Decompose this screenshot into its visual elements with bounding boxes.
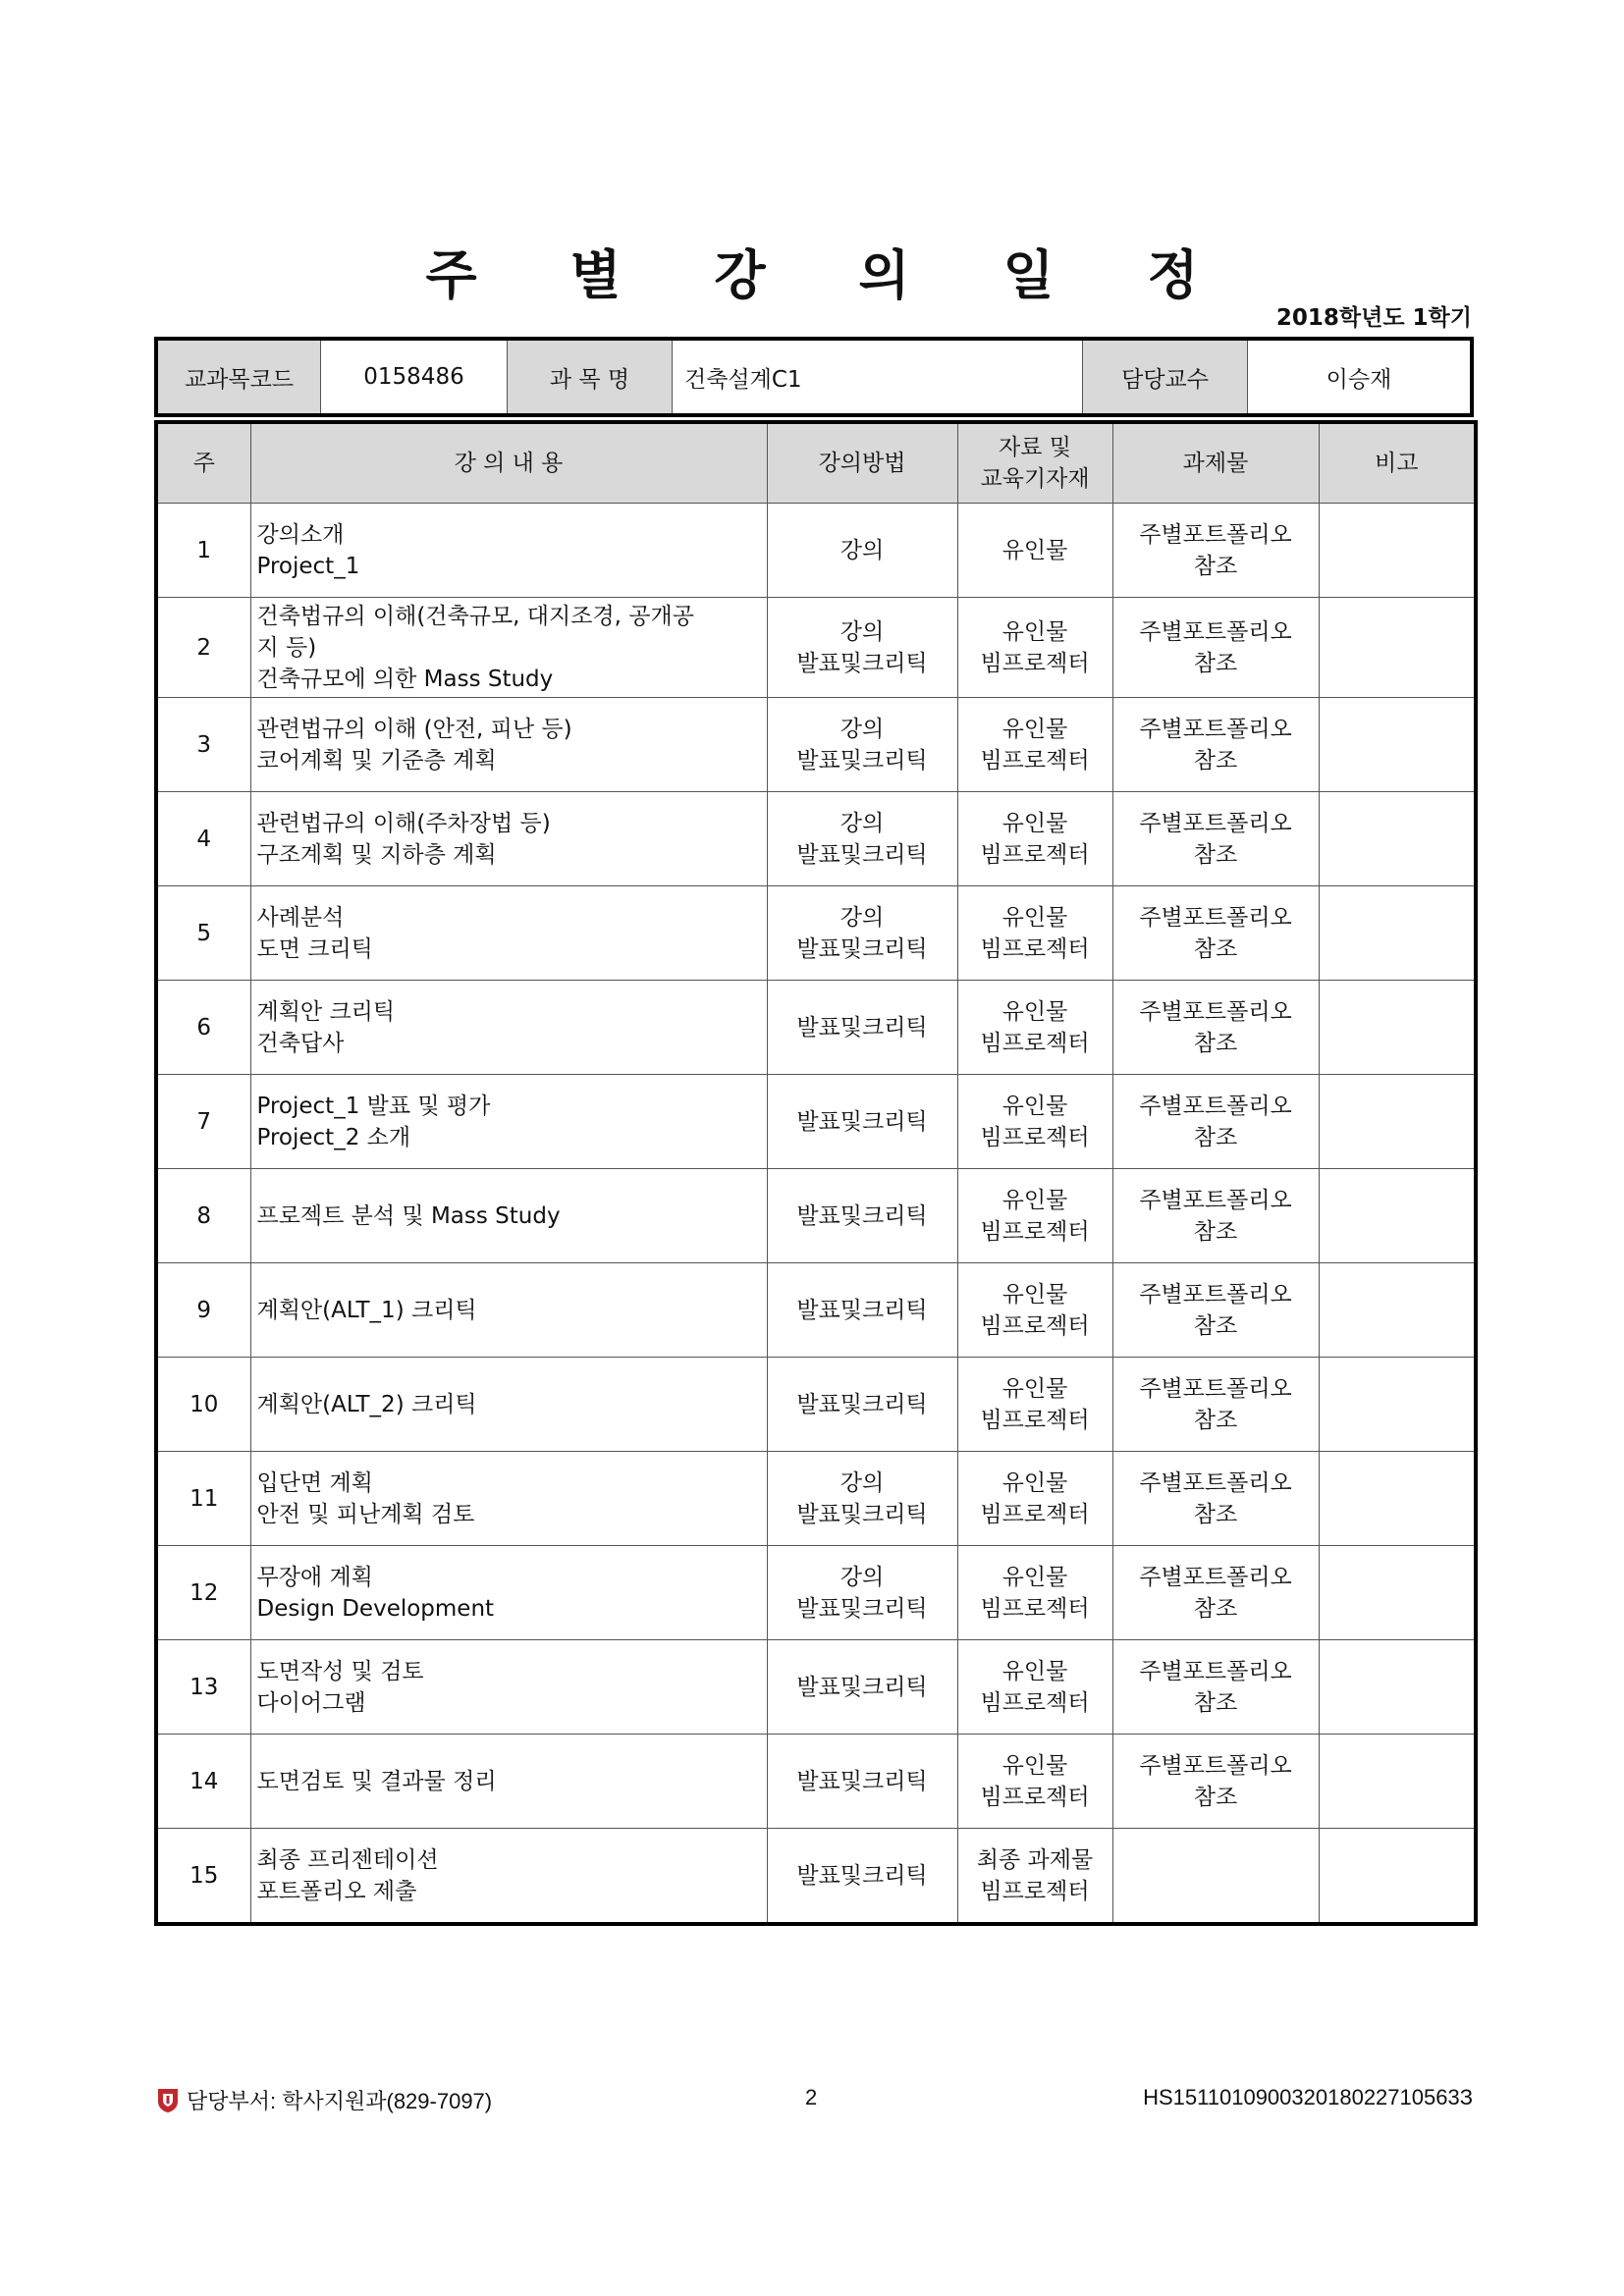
materials-line: 빔프로젝터 bbox=[980, 650, 1090, 676]
table-row bbox=[156, 598, 1476, 698]
materials-line: 빔프로젝터 bbox=[980, 1784, 1090, 1810]
note-cell bbox=[1319, 981, 1476, 1075]
materials-cell bbox=[957, 1452, 1112, 1546]
content-line: 관련법규의 이해(주차장법 등) bbox=[256, 810, 551, 836]
table-row bbox=[156, 504, 1476, 598]
materials-line: 빔프로젝터 bbox=[980, 1407, 1090, 1433]
method-cell bbox=[767, 1735, 957, 1829]
materials-cell bbox=[957, 1640, 1112, 1735]
note-cell bbox=[1319, 1075, 1476, 1169]
content-cell bbox=[250, 981, 767, 1075]
content-cell bbox=[250, 504, 767, 598]
schedule-body bbox=[156, 504, 1476, 1925]
table-row bbox=[156, 1263, 1476, 1358]
document-code: HS151101090032018022710563З bbox=[1143, 2085, 1473, 2109]
method-cell bbox=[767, 1358, 957, 1452]
materials-line: 유인물 bbox=[1001, 810, 1068, 836]
assignment-line: 참조 bbox=[1193, 650, 1238, 676]
content-cell bbox=[250, 1546, 767, 1640]
col-header-materials bbox=[957, 422, 1112, 504]
content-line: 입단면 계획 bbox=[256, 1469, 373, 1496]
assignment-cell bbox=[1112, 1829, 1319, 1925]
content-line: 최종 프리젠테이션 bbox=[256, 1846, 439, 1873]
professor-label: 담당교수 bbox=[1083, 341, 1248, 413]
assignment-cell bbox=[1112, 598, 1319, 698]
content-cell bbox=[250, 698, 767, 792]
year-term: 2018학년도 1학기 bbox=[1275, 305, 1472, 331]
content-line: 강의소개 bbox=[256, 521, 345, 548]
course-code-label: 교과목코드 bbox=[158, 341, 321, 413]
assignment-cell bbox=[1112, 1546, 1319, 1640]
materials-line: 유인물 bbox=[1001, 1469, 1068, 1496]
table-header-row bbox=[156, 422, 1476, 504]
assignment-line: 참조 bbox=[1193, 1689, 1238, 1716]
materials-line: 유인물 bbox=[1001, 1752, 1068, 1779]
method-cell bbox=[767, 1829, 957, 1925]
page-title: 주 별 강 의 일 정 bbox=[425, 244, 1236, 306]
content-line: Project_1 bbox=[256, 553, 360, 579]
materials-line: 유인물 bbox=[1001, 1093, 1068, 1119]
assignment-cell bbox=[1112, 886, 1319, 981]
assignment-line: 주별포트폴리오 bbox=[1139, 618, 1292, 645]
table-row bbox=[156, 1169, 1476, 1263]
materials-line: 빔프로젝터 bbox=[980, 1689, 1090, 1716]
week-cell: 1 bbox=[156, 504, 250, 598]
content-cell bbox=[250, 1452, 767, 1546]
content-line: 포트폴리오 제출 bbox=[256, 1878, 417, 1904]
materials-line: 유인물 bbox=[1001, 1658, 1068, 1684]
method-cell bbox=[767, 1263, 957, 1358]
note-cell bbox=[1319, 792, 1476, 886]
assignment-line: 주별포트폴리오 bbox=[1139, 716, 1292, 742]
content-line: Design Development bbox=[256, 1595, 495, 1622]
method-line: 발표및크리틱 bbox=[796, 1862, 928, 1889]
materials-line: 최종 과제물 bbox=[976, 1846, 1094, 1873]
assignment-cell bbox=[1112, 1640, 1319, 1735]
table-row bbox=[156, 1735, 1476, 1829]
method-line: 강의 bbox=[839, 904, 885, 931]
university-shield-icon bbox=[157, 2088, 179, 2113]
method-line: 발표및크리틱 bbox=[796, 1674, 928, 1700]
week-cell: 6 bbox=[156, 981, 250, 1075]
method-line: 강의 bbox=[839, 1469, 885, 1496]
materials-cell bbox=[957, 1829, 1112, 1925]
content-line: 안전 및 피난계획 검토 bbox=[256, 1501, 475, 1527]
professor-value: 이승재 bbox=[1326, 366, 1392, 393]
materials-line: 유인물 bbox=[1001, 1375, 1068, 1402]
method-cell bbox=[767, 598, 957, 698]
method-line: 발표및크리틱 bbox=[796, 1768, 928, 1794]
method-cell bbox=[767, 504, 957, 598]
table-row bbox=[156, 792, 1476, 886]
week-cell: 2 bbox=[156, 598, 250, 698]
note-cell bbox=[1319, 698, 1476, 792]
assignment-cell bbox=[1112, 981, 1319, 1075]
materials-line: 빔프로젝터 bbox=[980, 1595, 1090, 1622]
content-cell bbox=[250, 1263, 767, 1358]
assignment-line: 주별포트폴리오 bbox=[1139, 1187, 1292, 1213]
week-cell: 14 bbox=[156, 1735, 250, 1829]
materials-line: 빔프로젝터 bbox=[980, 1218, 1090, 1245]
note-cell bbox=[1319, 1546, 1476, 1640]
assignment-line: 주별포트폴리오 bbox=[1139, 521, 1292, 548]
week-cell: 12 bbox=[156, 1546, 250, 1640]
content-line: 관련법규의 이해 (안전, 피난 등) bbox=[256, 716, 572, 742]
materials-line: 빔프로젝터 bbox=[980, 1030, 1090, 1056]
materials-line: 유인물 bbox=[1001, 618, 1068, 645]
materials-cell bbox=[957, 1263, 1112, 1358]
col-header-note: 비고 bbox=[1319, 422, 1476, 504]
materials-line: 유인물 bbox=[1001, 1187, 1068, 1213]
note-cell bbox=[1319, 1452, 1476, 1546]
assignment-cell bbox=[1112, 698, 1319, 792]
assignment-line: 참조 bbox=[1193, 1218, 1238, 1245]
materials-cell bbox=[957, 1358, 1112, 1452]
page-number: 2 bbox=[805, 2085, 818, 2109]
table-row bbox=[156, 1358, 1476, 1452]
method-line: 발표및크리틱 bbox=[796, 1108, 928, 1135]
content-line: Project_1 발표 및 평가 bbox=[256, 1093, 491, 1119]
content-cell bbox=[250, 1358, 767, 1452]
content-cell bbox=[250, 1640, 767, 1735]
materials-line: 유인물 bbox=[1001, 1564, 1068, 1590]
assignment-line: 참조 bbox=[1193, 1312, 1238, 1339]
method-cell bbox=[767, 1075, 957, 1169]
assignment-cell bbox=[1112, 1169, 1319, 1263]
content-line: 코어계획 및 기준층 계획 bbox=[256, 747, 497, 774]
assignment-line: 참조 bbox=[1193, 747, 1238, 774]
method-line: 발표및크리틱 bbox=[796, 1202, 928, 1229]
note-cell bbox=[1319, 1169, 1476, 1263]
materials-line: 빔프로젝터 bbox=[980, 935, 1090, 962]
note-cell bbox=[1319, 504, 1476, 598]
method-line: 발표및크리틱 bbox=[796, 935, 928, 962]
footer-dept bbox=[157, 2085, 492, 2115]
materials-cell bbox=[957, 1075, 1112, 1169]
weekly-schedule-table bbox=[154, 420, 1478, 1926]
assignment-line: 참조 bbox=[1193, 935, 1238, 962]
table-row bbox=[156, 698, 1476, 792]
content-line: 사례분석 bbox=[256, 904, 345, 931]
assignment-line: 주별포트폴리오 bbox=[1139, 1752, 1292, 1779]
content-line: 도면검토 및 결과물 정리 bbox=[256, 1768, 497, 1794]
col-header-method: 강의방법 bbox=[767, 422, 957, 504]
materials-line: 빔프로젝터 bbox=[980, 1124, 1090, 1150]
materials-cell bbox=[957, 1169, 1112, 1263]
content-cell bbox=[250, 1169, 767, 1263]
col-header-materials-line1: 자료 및 bbox=[999, 435, 1071, 460]
note-cell bbox=[1319, 598, 1476, 698]
table-row bbox=[156, 886, 1476, 981]
method-line: 발표및크리틱 bbox=[796, 841, 928, 868]
content-line: 건축규모에 의한 Mass Study bbox=[256, 666, 554, 692]
method-cell bbox=[767, 981, 957, 1075]
content-line: 다이어그램 bbox=[256, 1689, 366, 1716]
assignment-cell bbox=[1112, 1358, 1319, 1452]
content-line: 계획안(ALT_2) 크리틱 bbox=[256, 1391, 477, 1417]
method-line: 발표및크리틱 bbox=[796, 650, 928, 676]
assignment-line: 주별포트폴리오 bbox=[1139, 1658, 1292, 1684]
assignment-cell bbox=[1112, 1735, 1319, 1829]
materials-line: 유인물 bbox=[1001, 904, 1068, 931]
method-cell bbox=[767, 1640, 957, 1735]
method-cell bbox=[767, 1452, 957, 1546]
assignment-cell bbox=[1112, 504, 1319, 598]
week-cell: 9 bbox=[156, 1263, 250, 1358]
content-line: 도면 크리틱 bbox=[256, 935, 373, 962]
materials-cell bbox=[957, 504, 1112, 598]
materials-line: 유인물 bbox=[1001, 1281, 1068, 1308]
assignment-line: 주별포트폴리오 bbox=[1139, 810, 1292, 836]
assignment-line: 참조 bbox=[1193, 1407, 1238, 1433]
assignment-line: 참조 bbox=[1193, 1784, 1238, 1810]
content-line: 프로젝트 분석 및 Mass Study bbox=[256, 1202, 561, 1229]
materials-cell bbox=[957, 598, 1112, 698]
method-line: 강의 bbox=[839, 810, 885, 836]
materials-line: 빔프로젝터 bbox=[980, 841, 1090, 868]
method-line: 강의 bbox=[839, 716, 885, 742]
method-line: 발표및크리틱 bbox=[796, 1595, 928, 1622]
content-line: 구조계획 및 지하층 계획 bbox=[256, 841, 497, 868]
col-header-week: 주 bbox=[156, 422, 250, 504]
note-cell bbox=[1319, 1640, 1476, 1735]
materials-cell bbox=[957, 886, 1112, 981]
materials-line: 빔프로젝터 bbox=[980, 747, 1090, 774]
page-footer bbox=[157, 2085, 1473, 2118]
method-line: 강의 bbox=[839, 1564, 885, 1590]
materials-cell bbox=[957, 981, 1112, 1075]
content-line: 도면작성 및 검토 bbox=[256, 1658, 424, 1684]
method-cell bbox=[767, 1169, 957, 1263]
course-name-label: 과 목 명 bbox=[508, 341, 673, 413]
materials-line: 빔프로젝터 bbox=[980, 1501, 1090, 1527]
col-header-materials-line2: 교육기자재 bbox=[980, 466, 1090, 492]
method-line: 발표및크리틱 bbox=[796, 747, 928, 774]
content-cell bbox=[250, 1829, 767, 1925]
assignment-line: 주별포트폴리오 bbox=[1139, 1375, 1292, 1402]
assignment-line: 주별포트폴리오 bbox=[1139, 1469, 1292, 1496]
week-cell: 4 bbox=[156, 792, 250, 886]
week-cell: 13 bbox=[156, 1640, 250, 1735]
table-row bbox=[156, 1452, 1476, 1546]
week-cell: 8 bbox=[156, 1169, 250, 1263]
materials-cell bbox=[957, 792, 1112, 886]
col-header-content: 강 의 내 용 bbox=[250, 422, 767, 504]
content-cell bbox=[250, 598, 767, 698]
assignment-line: 참조 bbox=[1193, 1030, 1238, 1056]
content-line: 무장애 계획 bbox=[256, 1564, 373, 1590]
content-cell bbox=[250, 792, 767, 886]
assignment-cell bbox=[1112, 792, 1319, 886]
assignment-cell bbox=[1112, 1075, 1319, 1169]
method-line: 강의 bbox=[839, 618, 885, 645]
method-cell bbox=[767, 1546, 957, 1640]
table-row bbox=[156, 1075, 1476, 1169]
assignment-line: 주별포트폴리오 bbox=[1139, 1564, 1292, 1590]
note-cell bbox=[1319, 1735, 1476, 1829]
week-cell: 3 bbox=[156, 698, 250, 792]
week-cell: 15 bbox=[156, 1829, 250, 1925]
method-line: 발표및크리틱 bbox=[796, 1391, 928, 1417]
method-cell bbox=[767, 698, 957, 792]
materials-cell bbox=[957, 1735, 1112, 1829]
assignment-line: 참조 bbox=[1193, 1124, 1238, 1150]
note-cell bbox=[1319, 1829, 1476, 1925]
week-cell: 10 bbox=[156, 1358, 250, 1452]
materials-cell bbox=[957, 1546, 1112, 1640]
assignment-line: 참조 bbox=[1193, 553, 1238, 579]
note-cell bbox=[1319, 1263, 1476, 1358]
table-row bbox=[156, 1640, 1476, 1735]
week-cell: 11 bbox=[156, 1452, 250, 1546]
week-cell: 7 bbox=[156, 1075, 250, 1169]
content-cell bbox=[250, 886, 767, 981]
content-line: 지 등) bbox=[256, 634, 317, 661]
table-row bbox=[156, 981, 1476, 1075]
method-line: 발표및크리틱 bbox=[796, 1014, 928, 1041]
method-line: 발표및크리틱 bbox=[796, 1297, 928, 1323]
method-line: 발표및크리틱 bbox=[796, 1501, 928, 1527]
materials-line: 유인물 bbox=[1001, 537, 1068, 563]
assignment-line: 주별포트폴리오 bbox=[1139, 998, 1292, 1025]
content-line: 계획안 크리틱 bbox=[256, 998, 396, 1025]
note-cell bbox=[1319, 1358, 1476, 1452]
materials-line: 빔프로젝터 bbox=[980, 1878, 1090, 1904]
assignment-line: 주별포트폴리오 bbox=[1139, 1281, 1292, 1308]
table-row bbox=[156, 1546, 1476, 1640]
content-cell bbox=[250, 1735, 767, 1829]
assignment-cell bbox=[1112, 1263, 1319, 1358]
week-cell: 5 bbox=[156, 886, 250, 981]
course-name-value: 건축설계C1 bbox=[673, 341, 1083, 413]
method-line: 강의 bbox=[839, 537, 885, 563]
materials-cell bbox=[957, 698, 1112, 792]
materials-line: 유인물 bbox=[1001, 998, 1068, 1025]
assignment-cell bbox=[1112, 1452, 1319, 1546]
course-code-value: 0158486 bbox=[321, 341, 508, 413]
assignment-line: 주별포트폴리오 bbox=[1139, 904, 1292, 931]
method-cell bbox=[767, 792, 957, 886]
assignment-line: 참조 bbox=[1193, 1501, 1238, 1527]
content-line: 계획안(ALT_1) 크리틱 bbox=[256, 1297, 477, 1323]
assignment-line: 참조 bbox=[1193, 841, 1238, 868]
content-line: Project_2 소개 bbox=[256, 1124, 411, 1150]
footer-dept-text: 담당부서: 학사지원과(829-7097) bbox=[187, 2089, 493, 2113]
assignment-line: 참조 bbox=[1193, 1595, 1238, 1622]
content-line: 건축법규의 이해(건축규모, 대지조경, 공개공 bbox=[256, 603, 694, 629]
assignment-line: 주별포트폴리오 bbox=[1139, 1093, 1292, 1119]
table-row bbox=[156, 1829, 1476, 1925]
course-info-bar bbox=[154, 337, 1474, 417]
note-cell bbox=[1319, 886, 1476, 981]
materials-line: 유인물 bbox=[1001, 716, 1068, 742]
method-cell bbox=[767, 886, 957, 981]
materials-line: 빔프로젝터 bbox=[980, 1312, 1090, 1339]
content-line: 건축답사 bbox=[256, 1030, 345, 1056]
col-header-assignment: 과제물 bbox=[1112, 422, 1319, 504]
content-cell bbox=[250, 1075, 767, 1169]
